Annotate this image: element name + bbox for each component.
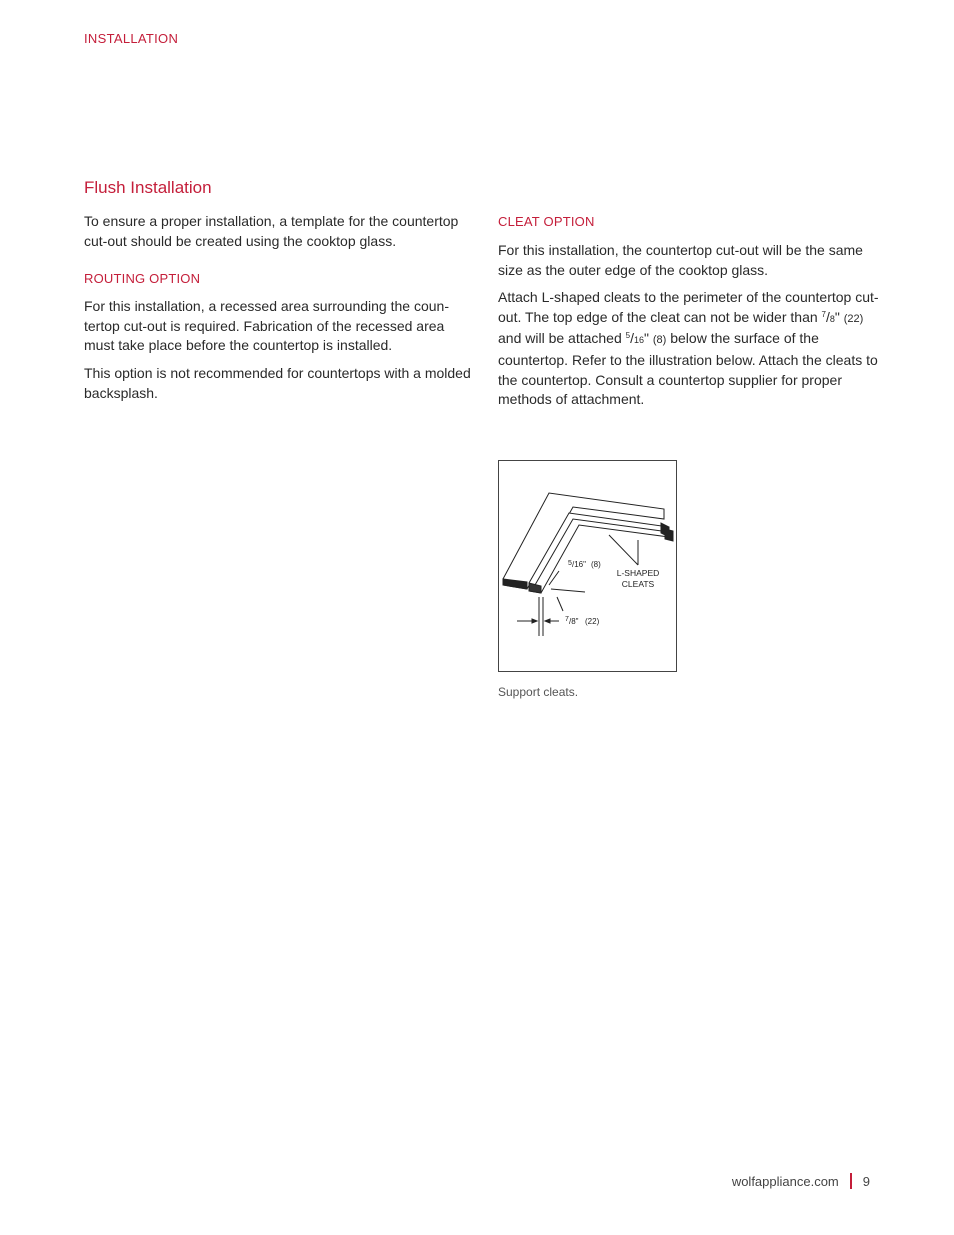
cleat-end-face [665,529,673,541]
dimension-label-top-den: /16" [572,560,586,569]
footer-divider [850,1173,852,1189]
cleat-option-heading: CLEAT OPTION [498,214,595,229]
routing-option-heading: ROUTING OPTION [84,271,201,287]
dimension-label-top-num: 5 [568,560,572,567]
arrow-head [532,619,537,623]
page-footer [732,1173,870,1189]
cleat-text-c: below the surface of the countertop. Refer to the illustration below. Attach the cleats to the countertop. Consult a countertop supplier for proper methods of attachment. [498,330,878,408]
arrow-head [545,619,550,623]
cleats-label-line-1: L-SHAPED [616,568,660,578]
dimension-label-bottom-mm: (22) [585,617,600,626]
metric-value: (22) [843,312,864,325]
inch-mark: " [834,308,840,325]
page-title: Flush Installation [84,178,212,197]
cleat-paragraph-1: For this installation, the countertop cut-out will be the same size as the outer edge of the cooktop glass. [498,242,863,278]
fraction-denominator: 8 [829,313,835,324]
fraction-denominator: 16 [634,335,645,346]
cleats-label-line-2: CLEATS [621,579,655,589]
cleat-paragraph-2: Attach L-shaped cleats to the perimeter of the countertop cut-out. The top edge of the cleat can not be wider than $^7$/8" (22) and will be attached $^5$/16" (8) below the surface of the countertop. Refer to the illustration below. Attach the cleats to the countertop. Consult a countertop supplier for proper methods of attachment. [498,289,879,408]
dimension-label-bottom-den: /8" [569,617,579,626]
inch-mark: " [644,330,649,347]
metric-value: (8) [652,334,667,347]
intro-paragraph: To ensure a proper installation, a template for the countertop cut-out should be created using the cooktop glass. [84,213,459,249]
fraction-numerator: 7 [821,309,826,319]
figure-caption: Support cleats. [498,685,579,699]
footer-site: wolfappliance.com [731,1173,839,1189]
cleat-illustration [499,461,676,671]
leader-line [557,597,563,611]
fraction-numerator: 5 [625,331,631,341]
dimension-label-top-mm: (8) [591,560,601,569]
cleat-text-b: and will be attached [498,330,622,347]
surface-offset-line [551,589,585,592]
left-column [84,212,474,411]
right-column [498,212,886,418]
section-label: INSTALLATION [84,31,179,46]
dimension-label-bottom-num: 7 [565,616,569,623]
leader-line [609,535,638,565]
routing-paragraph-1: For this installation, a recessed area surrounding the coun-tertop cut-out is required. Fabrication of the recessed area must take place before the countertop is installed. [84,298,449,354]
routing-paragraph-2: This option is not recommended for countertops with a molded backsplash. [84,364,471,401]
page-number: 9 [862,1173,870,1189]
support-cleats-figure [498,460,677,672]
cleat-text-a: Attach L-shaped cleats to the perimeter of the countertop cut-out. The top edge of the cleat can not be wider than [498,289,879,325]
